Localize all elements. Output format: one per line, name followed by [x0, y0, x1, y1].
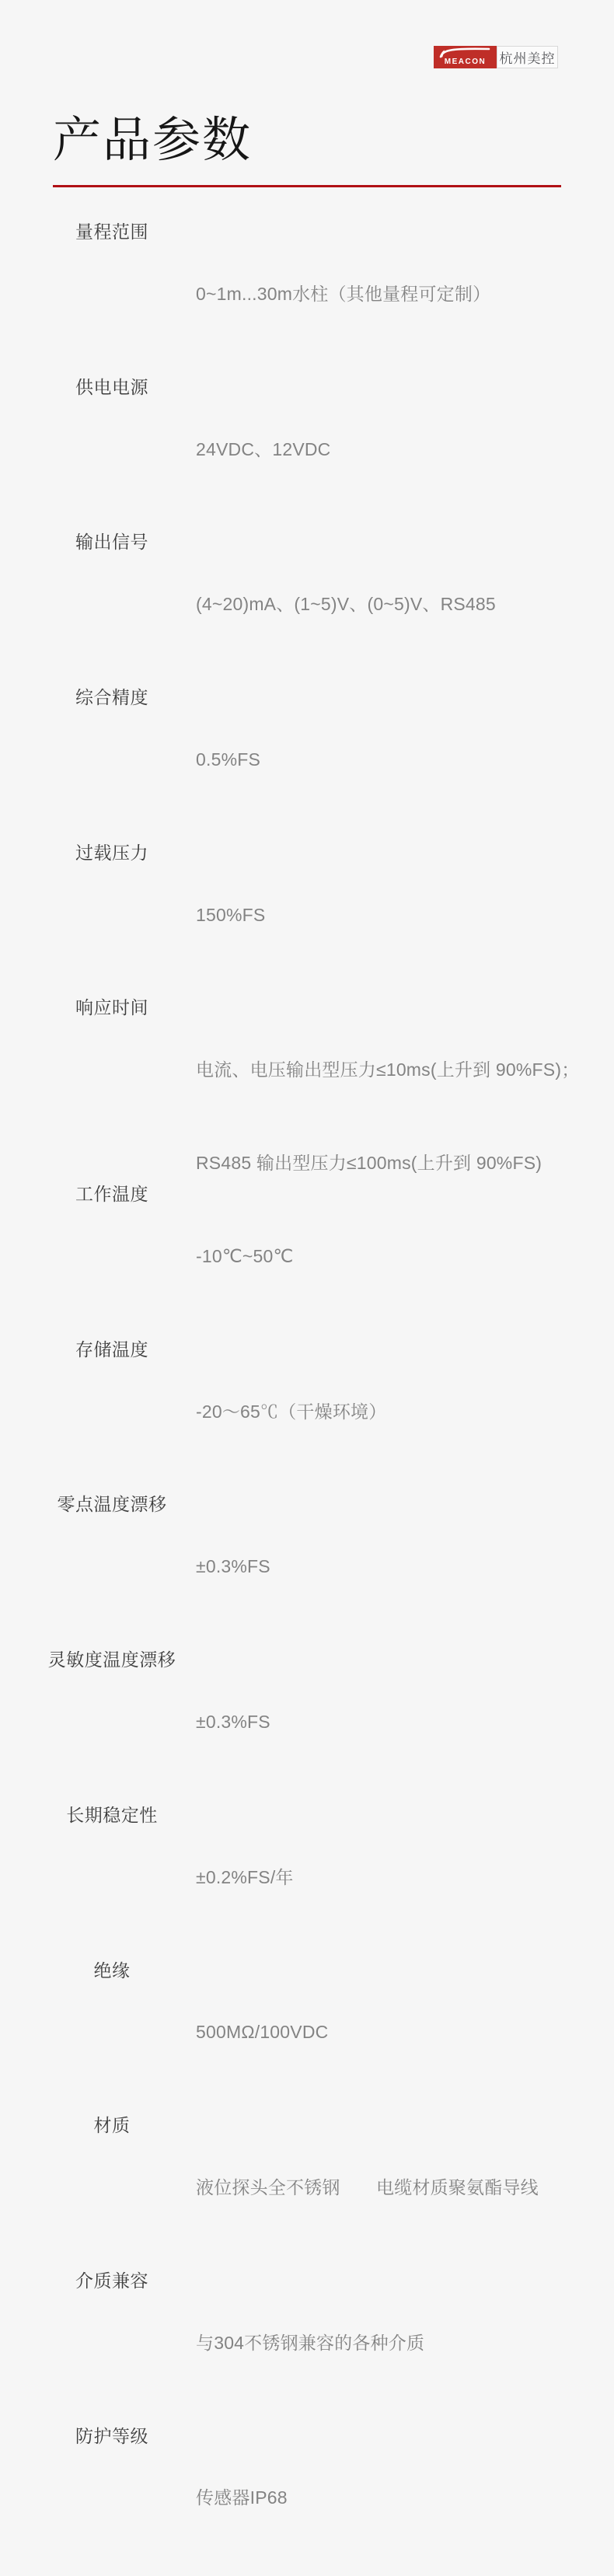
spec-value-line: 传感器IP68 — [196, 2487, 288, 2508]
spec-label: 长期稳定性 — [66, 1804, 158, 1825]
spec-value — [196, 1179, 294, 1335]
spec-row — [47, 1179, 583, 1335]
spec-label: 工作温度 — [75, 1184, 148, 1205]
spec-value — [196, 993, 579, 1179]
spec-value — [196, 1335, 386, 1490]
brand-logo — [434, 46, 558, 68]
spec-value-line: 液位探头全不锈钢 电缆材质聚氨酯导线 — [196, 2177, 539, 2198]
spec-value-line: 500MΩ/100VDC — [196, 2022, 329, 2043]
spec-value — [196, 2110, 539, 2266]
spec-label: 量程范围 — [75, 222, 148, 242]
spec-value — [196, 372, 331, 528]
spec-table — [47, 217, 583, 2576]
spec-label: 过载压力 — [75, 842, 148, 863]
spec-row — [47, 2266, 583, 2421]
company-name: 杭州美控 — [497, 46, 558, 68]
spec-row — [47, 2110, 583, 2266]
spec-label: 介质兼容 — [75, 2270, 148, 2291]
brand-name: MEACON — [444, 58, 487, 66]
spec-row — [47, 527, 583, 682]
spec-row — [47, 838, 583, 993]
spec-label: 材质 — [93, 2115, 131, 2136]
spec-value-line: -10℃~50℃ — [196, 1245, 294, 1266]
spec-value — [196, 2421, 288, 2576]
spec-value-line: ±0.2%FS/年 — [196, 1866, 294, 1887]
spec-label: 供电电源 — [75, 376, 148, 397]
spec-value — [196, 2266, 424, 2421]
title-divider-line — [53, 185, 561, 187]
spec-row — [47, 217, 583, 372]
spec-row — [47, 372, 583, 528]
spec-row — [47, 2421, 583, 2576]
spec-value-line: RS485 输出型压力≤100ms(上升到 90%FS) — [196, 1153, 542, 1174]
spec-value-line: 0.5%FS — [196, 749, 261, 770]
spec-value — [196, 1489, 270, 1645]
spec-label: 绝缘 — [93, 1960, 131, 1981]
spec-value — [196, 838, 265, 993]
spec-value-line: (4~20)mA、(1~5)V、(0~5)V、RS485 — [196, 594, 496, 615]
spec-value — [196, 1800, 294, 1956]
spec-row — [47, 1645, 583, 1800]
spec-row — [47, 993, 583, 1179]
spec-value-line: 0~1m...30m水柱（其他量程可定制） — [196, 283, 491, 304]
page-title: 产品参数 — [53, 113, 253, 167]
spec-value-line: 150%FS — [196, 904, 266, 925]
swoosh-arc-icon — [438, 47, 491, 58]
spec-label: 综合精度 — [75, 687, 148, 708]
spec-label: 灵敏度温度漂移 — [47, 1649, 176, 1670]
spec-value-line: -20～65℃（干燥环境） — [196, 1401, 387, 1422]
spec-value-line: 与304不锈钢兼容的各种介质 — [196, 2332, 425, 2353]
spec-value — [196, 217, 490, 372]
spec-value — [196, 682, 260, 838]
spec-value-line: 24VDC、12VDC — [196, 438, 331, 459]
spec-label: 存储温度 — [75, 1339, 148, 1360]
spec-row — [47, 1335, 583, 1490]
spec-value — [196, 1956, 328, 2111]
spec-label: 输出信号 — [75, 532, 148, 553]
spec-label: 响应时间 — [75, 997, 148, 1018]
spec-label: 防护等级 — [75, 2425, 148, 2446]
spec-row — [47, 1956, 583, 2111]
spec-value-line: 电流、电压输出型压力≤10ms(上升到 90%FS)； — [196, 1059, 580, 1080]
spec-label: 零点温度漂移 — [57, 1494, 167, 1515]
spec-row — [47, 1800, 583, 1956]
spec-value — [196, 527, 496, 682]
spec-row — [47, 1489, 583, 1645]
spec-value-line: ±0.3%FS — [196, 1556, 270, 1577]
spec-row — [47, 682, 583, 838]
brand-logo-mark — [434, 46, 497, 68]
spec-value — [196, 1645, 270, 1800]
spec-value-line: ±0.3%FS — [196, 1712, 270, 1732]
